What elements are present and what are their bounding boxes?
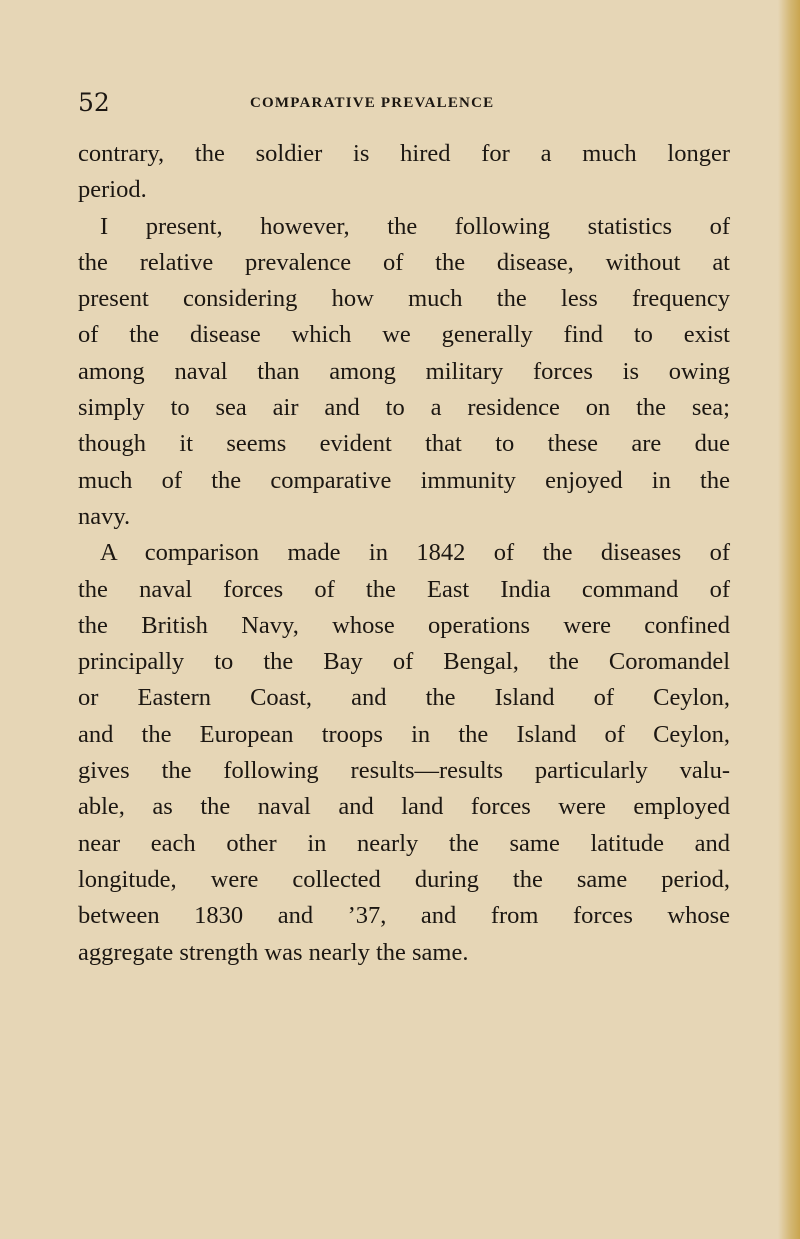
text-line: and the European troops in the Island of Ceylon, bbox=[78, 720, 730, 748]
text-line: gives the following results—results particularly valu- bbox=[78, 757, 730, 785]
page-edge-shading bbox=[778, 0, 800, 1239]
running-head bbox=[78, 88, 730, 118]
text-line: longitude, were collected during the same period, bbox=[78, 865, 730, 893]
text-line: period. bbox=[78, 176, 147, 204]
body-text bbox=[78, 136, 730, 971]
text-line: the relative prevalence of the disease, without at bbox=[78, 248, 730, 276]
text-line: or Eastern Coast, and the Island of Ceylon, bbox=[78, 684, 730, 712]
text-line: simply to sea air and to a residence on the sea; bbox=[78, 394, 730, 422]
text-line: I present, however, the following statistics of bbox=[100, 212, 730, 240]
text-line: able, as the naval and land forces were employed bbox=[78, 793, 730, 821]
text-line: though it seems evident that to these are due bbox=[78, 430, 730, 458]
text-line: near each other in nearly the same latitude and bbox=[78, 829, 730, 857]
text-line: A comparison made in 1842 of the diseases of bbox=[100, 539, 730, 567]
text-line: aggregate strength was nearly the same. bbox=[78, 938, 469, 966]
text-line: of the disease which we generally find to exist bbox=[78, 321, 730, 349]
text-line: among naval than among military forces is owing bbox=[78, 357, 730, 385]
text-line: present considering how much the less frequency bbox=[78, 285, 730, 313]
text-line: the naval forces of the East India command of bbox=[78, 575, 730, 603]
running-title: COMPARATIVE PREVALENCE bbox=[250, 95, 495, 111]
text-line: much of the comparative immunity enjoyed in the bbox=[78, 466, 730, 494]
text-line: between 1830 and ’37, and from forces whose bbox=[78, 902, 730, 930]
text-line: the British Navy, whose operations were confined bbox=[78, 611, 730, 639]
text-line: principally to the Bay of Bengal, the Coromandel bbox=[78, 648, 730, 676]
page-number: 52 bbox=[78, 88, 110, 117]
text-line: navy. bbox=[78, 502, 131, 530]
text-line: contrary, the soldier is hired for a much longer bbox=[78, 140, 730, 167]
